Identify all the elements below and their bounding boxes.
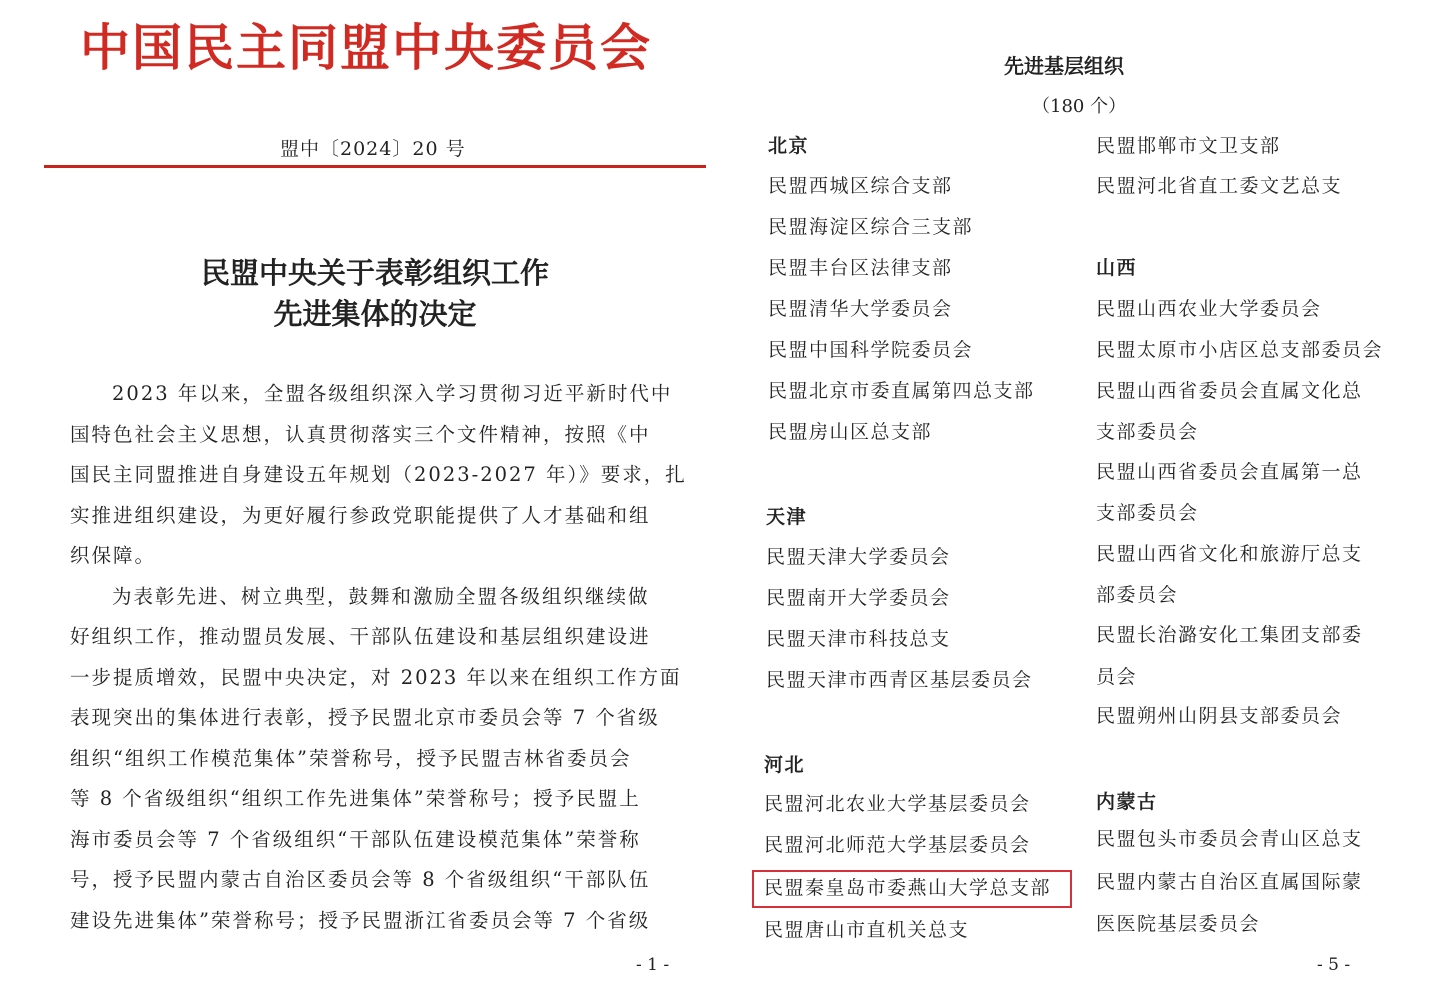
list-heading: 先进基层组织 [1004, 54, 1124, 78]
list-item: 民盟北京市委直属第四总支部 [768, 380, 1035, 402]
list-item: 民盟包头市委员会青山区总支 [1096, 828, 1363, 850]
body-line: 表现突出的集体进行表彰，授予民盟北京市委员会等 7 个省级 [70, 706, 660, 729]
body-line: 国特色社会主义思想，认真贯彻落实三个文件精神，按照《中 [70, 423, 651, 446]
body-line: 实推进组织建设，为更好履行参政党职能提供了人才基础和组 [70, 504, 651, 527]
region-heading-tianjin: 天津 [766, 506, 808, 528]
list-item: 民盟天津市西青区基层委员会 [766, 669, 1033, 691]
list-count: （180 个） [1032, 96, 1127, 117]
list-item-continued: 部委员会 [1096, 584, 1179, 606]
page-number: - 5 - [1317, 955, 1351, 975]
list-item: 民盟中国科学院委员会 [768, 339, 974, 361]
list-item: 民盟唐山市直机关总支 [764, 919, 970, 941]
body-line: 等 8 个省级组织“组织工作先进集体”荣誉称号；授予民盟上 [70, 787, 641, 810]
doc-title-line-2: 先进集体的决定 [273, 297, 477, 331]
body-line: 建设先进集体”荣誉称号；授予民盟浙江省委员会等 7 个省级 [70, 909, 651, 932]
body-line: 国民主同盟推进自身建设五年规划（2023-2027 年）》要求，扎 [70, 463, 687, 486]
list-item: 民盟西城区综合支部 [768, 175, 953, 197]
region-heading-neimenggu: 内蒙古 [1096, 791, 1158, 813]
list-item: 民盟山西农业大学委员会 [1096, 298, 1322, 320]
right-page [740, 0, 1429, 981]
list-item: 民盟太原市小店区总支部委员会 [1096, 339, 1384, 361]
list-item: 民盟河北师范大学基层委员会 [764, 834, 1031, 856]
list-item: 民盟邯郸市文卫支部 [1096, 135, 1281, 157]
list-item: 民盟山西省文化和旅游厅总支 [1096, 543, 1363, 565]
list-item: 民盟海淀区综合三支部 [768, 216, 974, 238]
list-item-continued: 支部委员会 [1096, 502, 1199, 524]
list-item: 民盟河北省直工委文艺总支 [1096, 175, 1343, 197]
body-line: 为表彰先进、树立典型，鼓舞和激励全盟各级组织继续做 [112, 585, 650, 608]
region-heading-hebei: 河北 [764, 754, 806, 776]
doc-title-line-1: 民盟中央关于表彰组织工作 [200, 256, 549, 290]
list-item: 民盟房山区总支部 [768, 421, 933, 443]
list-item: 民盟丰台区法律支部 [768, 257, 953, 279]
body-line: 2023 年以来，全盟各级组织深入学习贯彻习近平新时代中 [112, 382, 673, 405]
list-item: 民盟清华大学委员会 [768, 298, 953, 320]
highlighted-list-item: 民盟秦皇岛市委燕山大学总支部 [764, 877, 1052, 899]
body-line: 一步提质增效，民盟中央决定，对 2023 年以来在组织工作方面 [70, 666, 682, 689]
page-number: - 1 - [636, 955, 670, 975]
region-heading-beijing: 北京 [768, 135, 810, 157]
list-item-continued: 员会 [1096, 666, 1138, 688]
red-divider [44, 165, 706, 168]
list-item: 民盟内蒙古自治区直属国际蒙 [1096, 871, 1363, 893]
list-item-continued: 支部委员会 [1096, 421, 1199, 443]
list-item-continued: 医医院基层委员会 [1096, 913, 1261, 935]
list-item: 民盟山西省委员会直属文化总 [1096, 380, 1363, 402]
body-line: 号，授予民盟内蒙古自治区委员会等 8 个省级组织“干部队伍 [70, 868, 651, 891]
body-line: 海市委员会等 7 个省级组织“干部队伍建设模范集体”荣誉称 [70, 828, 641, 851]
doc-number: 盟中〔2024〕20 号 [280, 138, 466, 160]
list-item: 民盟朔州山阴县支部委员会 [1096, 705, 1343, 727]
body-line: 好组织工作，推动盟员发展、干部队伍建设和基层组织建设进 [70, 625, 651, 648]
list-item: 民盟河北农业大学基层委员会 [764, 793, 1031, 815]
region-heading-shanxi: 山西 [1096, 257, 1138, 279]
list-item: 民盟南开大学委员会 [766, 587, 951, 609]
list-item: 民盟天津大学委员会 [766, 546, 951, 568]
body-line: 组织“组织工作模范集体”荣誉称号，授予民盟吉林省委员会 [70, 747, 632, 770]
list-item: 民盟长治潞安化工集团支部委 [1096, 624, 1363, 646]
list-item: 民盟天津市科技总支 [766, 628, 951, 650]
header-title: 中国民主同盟中央委员会 [80, 19, 652, 77]
list-item: 民盟山西省委员会直属第一总 [1096, 461, 1363, 483]
body-line: 织保障。 [70, 544, 157, 567]
